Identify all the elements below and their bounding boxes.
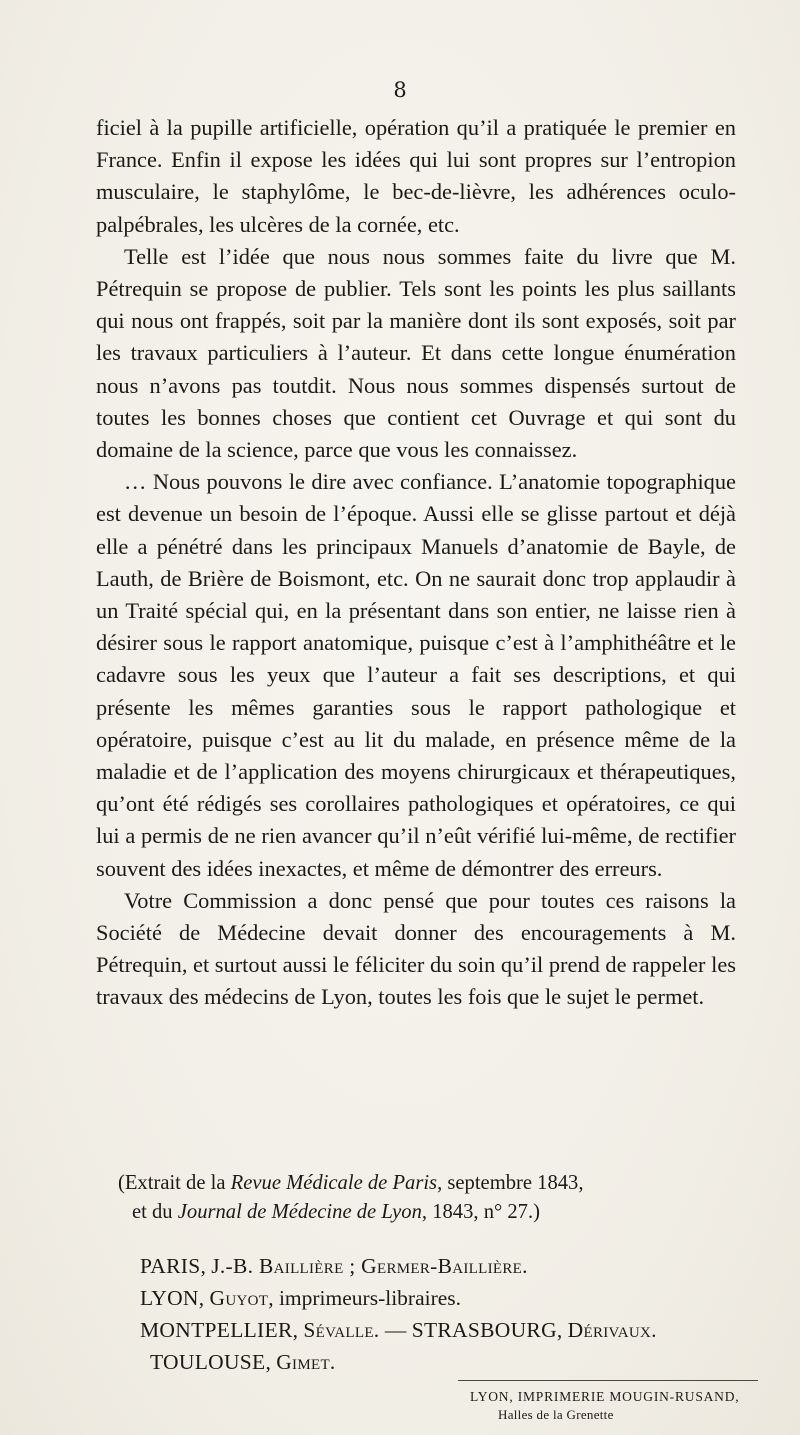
publisher-lyon-name: Guyot — [209, 1286, 269, 1310]
city-montpellier: MONTPELLIER — [140, 1318, 293, 1342]
citation-journal-lyon: Journal de Médecine de Lyon — [177, 1200, 422, 1223]
publisher-paris-names: J.-B. Baillière ; Germer-Baillière. — [211, 1254, 528, 1278]
citation-and: et du — [132, 1200, 178, 1223]
source-citation — [118, 1169, 718, 1226]
citation-prefix: (Extrait de la — [118, 1172, 231, 1194]
printer-rule — [458, 1380, 758, 1381]
page-number: 8 — [393, 78, 407, 102]
citation-line-1 — [118, 1169, 718, 1198]
citation-date: , septembre 1843, — [437, 1172, 584, 1194]
publishers-list — [140, 1250, 760, 1378]
paragraph-continuation: ficiel à la pupille artificielle, opération qu’il a pratiquée le premier en France. Enfin il expose les idées qui lui sont propres sur l’entropion musculaire, le staphylôme, le bec-de-lièvre, les adhérences oculo-palpébrales, les ulcères de la cornée, etc. — [96, 115, 736, 237]
citation-journal-paris: Revue Médicale de Paris — [230, 1172, 438, 1194]
paragraph-commission: Votre Commission a donc pensé que pour toutes ces raisons la Société de Médecine devait donner des encouragements à M. Pétrequin, et surtout aussi le féliciter du soin qu’il prend de rappeler les travaux des médecins de Lyon, toutes les fois que le sujet le permet. — [96, 887, 736, 1010]
paragraph-anatomy: … Nous pouvons le dire avec confiance. L’anatomie topographique est devenue un besoin de l’époque. Aussi elle se glisse partout et déjà elle a pénétré dans les principaux Manuels d’anatomie de Bayle, de Lauth, de Brière de Boismont, etc. On ne saurait donc trop applaudir à un Traité spécial qui, en la présentant dans son entier, ne laisse rien à désirer sous le rapport anatomique, puisque c’est à l’amphithéâtre et le cadavre sous les yeux que l’auteur a fait ses descriptions, et qui présente les mêmes garanties sous le rapport pathologique et opératoire, puisque c’est au lit du malade, en présence même de la maladie et de l’application des moyens chirurgicaux et thérapeutiques, qu’ont été rédigés ses corollaires pathologiques et opératoires, ce qui lui a permis de ne rien avancer qu’il n’eût vérifié lui-même, de rectifier souvent des idées inexactes, et même de démontrer des erreurs. — [96, 469, 736, 881]
publisher-montpellier-name: Sévalle. — [303, 1318, 380, 1342]
printer-line-2: Halles de la Grenette — [498, 1407, 614, 1422]
publisher-line-montpellier: MONTPELLIER, Sévalle. — STRASBOURG, Dérivaux. — [140, 1318, 657, 1342]
city-strasbourg: STRASBOURG — [411, 1318, 557, 1342]
city-lyon: LYON — [140, 1286, 199, 1310]
citation-line-2 — [118, 1198, 718, 1227]
publisher-line-paris: PARIS, J.-B. Baillière ; Germer-Baillière. — [140, 1254, 528, 1278]
paragraph-summary: Telle est l’idée que nous nous sommes faite du livre que M. Pétrequin se propose de publier. Tels sont les points les plus saillants qui nous ont frappés, soit par la manière dont ils sont exposés, soit par les travaux particuliers à l’auteur. Et dans cette longue énumération nous n’avons pas toutdit. Nous nous sommes dispensés surtout de toutes les bonnes choses que contient cet Ouvrage et qui sont du domaine de la science, parce que vous les connaissez. — [96, 243, 736, 463]
printer-imprint — [470, 1388, 770, 1424]
publisher-lyon-role: imprimeurs-libraires. — [278, 1286, 462, 1310]
publisher-line-lyon: LYON, Guyot, imprimeurs-libraires. — [140, 1286, 462, 1310]
citation-issue: , 1843, n° 27.) — [421, 1200, 540, 1223]
publisher-line-toulouse: TOULOUSE, Gimet. — [150, 1350, 336, 1374]
printer-line-1: LYON, IMPRIMERIE MOUGIN-RUSAND, — [470, 1389, 740, 1404]
publisher-toulouse-name: Gimet. — [276, 1350, 336, 1374]
city-paris: PARIS — [140, 1254, 201, 1278]
publisher-strasbourg-name: Dérivaux. — [567, 1318, 657, 1342]
city-toulouse: TOULOUSE — [150, 1350, 266, 1374]
body-text — [96, 112, 736, 1014]
publisher-separator: — — [384, 1318, 407, 1342]
